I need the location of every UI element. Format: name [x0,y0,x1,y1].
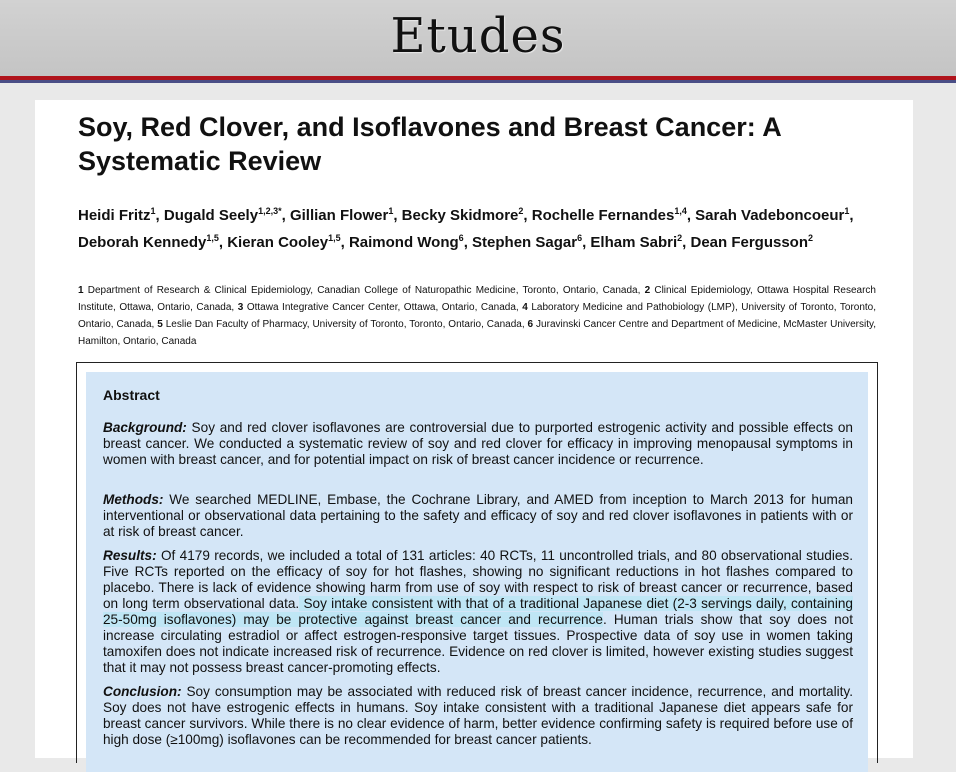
author: Rochelle Fernandes$^{1,4}$, [531,206,696,224]
author: Heidi Fritz$^1$, [78,206,164,224]
affiliations: 1 Department of Research & Clinical Epidemiology, Canadian College of Naturopathic Medicine, Toronto, Ontario, Canada, 2 Clinical Epidemiology, Ottawa Hospital Research Institute, Ottawa, Ontario, Canada, 3 Ottawa Integrative Cancer Center, Ottawa, Ontario, Canada, 4 Laboratory Medicine and Pathobiology (LMP), University of Toronto, Toronto, Ontario, Canada, 5 Leslie Dan Faculty of Pharmacy, University of Toronto, Toronto, Ontario, Canada, 6 Juravinski Cancer Centre and Department of Medicine, McMaster University, Hamilton, Ontario, Canada [78,285,877,347]
slide-header [0,0,956,76]
author: Stephen Sagar$^6$, [472,233,591,251]
author-list [78,200,878,254]
header-divider-blue [0,80,956,83]
slide-title: Etudes [390,8,566,64]
author: Dean Fergusson$^2$ [690,233,814,251]
abstract-methods: Methods: We searched MEDLINE, Embase, the Cochrane Library, and AMED from inception to March 2013 for human interventional or observational data pertaining to the safety and efficacy of soy and red clover isoflavones in patients with or at risk of breast cancer. [103,492,853,539]
author: Sarah Vadeboncoeur$^1$, [695,206,854,224]
paper-page [35,100,913,758]
author: Becky Skidmore$^2$, [401,206,532,224]
abstract-panel [86,372,868,772]
author: Raimond Wong$^6$, [348,233,473,251]
abstract-heading: Abstract [103,387,160,403]
author: Kieran Cooley$^{1,5}$, [227,233,349,251]
abstract-box [76,362,878,763]
paper-title: Soy, Red Clover, and Isoflavones and Breast Cancer: A Systematic Review [78,112,781,176]
highlighted-text: Soy intake consistent with that of a traditional Japanese diet (2-3 servings daily, containing 25-50mg isoflavones) may be protective against breast cancer and recurrence [103,596,853,627]
author: Elham Sabri$^2$, [590,233,691,251]
author: Deborah Kennedy$^{1,5}$, [78,233,228,251]
author: Gillian Flower$^1$, [289,206,402,224]
author: Dugald Seely$^{1,2,3*}$, [163,206,290,224]
abstract-results: Results: Of 4179 records, we included a total of 131 articles: 40 RCTs, 11 uncontrolled trials, and 80 observational studies. Five RCTs reported on the efficacy of soy for hot flashes, showing no significant reductions in hot flashes compared to placebo. There is lack of evidence showing harm from use of soy with respect to risk of breast cancer or recurrence, based on long term observational data. Soy intake consistent with that of a traditional Japanese diet (2-3 servings daily, containing 25-50mg isoflavones) may be protective against breast cancer and recurrence. Human trials show that soy does not increase circulating estradiol or affect estrogen-responsive target tissues. Prospective data of soy use in women taking tamoxifen does not indicate increased risk of recurrence. Evidence on red clover is limited, however existing studies suggest that it may not possess breast cancer-promoting effects. [103,548,853,675]
abstract-background: Background: Soy and red clover isoflavones are controversial due to purported estrogenic activity and possible effects on breast cancer. We conducted a systematic review of soy and red clover for efficacy in improving menopausal symptoms in women with breast cancer, and for potential impact on risk of breast cancer incidence or recurrence. [103,420,853,467]
abstract-conclusion: Conclusion: Soy consumption may be associated with reduced risk of breast cancer incidence, recurrence, and mortality. Soy does not have estrogenic effects in humans. Soy intake consistent with a traditional Japanese diet appears safe for breast cancer survivors. While there is no clear evidence of harm, better evidence confirming safety is required before use of high dose (≥100mg) isoflavones can be recommended for breast cancer patients. [103,684,853,747]
